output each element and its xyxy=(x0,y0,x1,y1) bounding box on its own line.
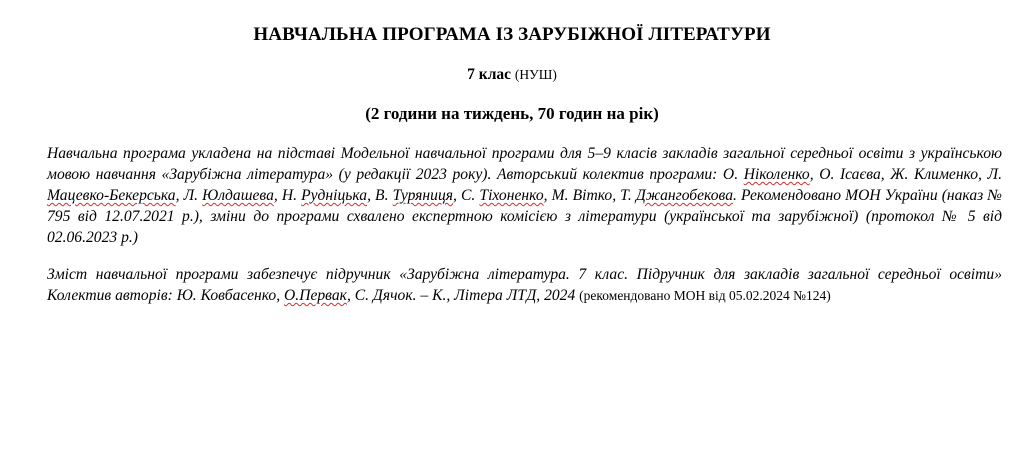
text-segment: , О. Ісаєва, Ж. Клименко, Л. xyxy=(809,166,1002,183)
spellcheck-word: Мацевко-Бекерська xyxy=(47,187,176,204)
spellcheck-word: О.Первак xyxy=(284,287,347,304)
text-segment: , С. xyxy=(453,187,480,204)
spellcheck-word: Юлдашева xyxy=(202,187,274,204)
text-segment: , М. Вітко, Т. xyxy=(543,187,636,204)
text-segment: . Рекомендовано МОН України (наказ № 795 від 12.07.2021 р.), зміни до програми схвалено експертною комісією з літератури (української та зарубіжної) (протокол № 5 від 02.06.2023 р.) xyxy=(47,187,1002,246)
text-segment: Навчальна програма укладена на підставі Модельної навчальної програми для 5–9 класів закладів загальної середньої освіти з українською мовою навчання «Зарубіжна література» (у редакції 2023 року). Авторський колектив програми: О. xyxy=(47,145,1002,183)
textbook-paragraph xyxy=(47,264,1002,306)
hours-line: (2 години на тиждень, 70 годин на рік) xyxy=(365,104,659,123)
grade-label: 7 клас xyxy=(467,66,512,83)
text-segment: , Н. xyxy=(273,187,302,204)
document-title: НАВЧАЛЬНА ПРОГРАМА ІЗ ЗАРУБІЖНОЇ ЛІТЕРАТУРИ xyxy=(253,24,771,45)
spellcheck-word: Туряниця xyxy=(392,187,454,204)
program-basis-paragraph xyxy=(47,143,1002,248)
text-segment: Зміст навчальної програми забезпечує підручник «Зарубіжна література. 7 клас. Підручник для закладів загальної середньої освіти» Колектив авторів: Ю. Ковбасенко, xyxy=(47,266,1002,304)
text-segment: , В. xyxy=(367,187,393,204)
grade-line xyxy=(0,66,1024,84)
recommendation-note: (рекомендовано МОН від 05.02.2024 №124) xyxy=(579,288,831,303)
spellcheck-word: Джангобекова xyxy=(635,187,734,204)
text-segment: , Л. xyxy=(175,187,203,204)
grade-note: (НУШ) xyxy=(514,67,557,82)
spellcheck-word: Ніколенко xyxy=(743,166,810,183)
text-segment: , С. Дячок. – К., Літера ЛТД, 2024 xyxy=(346,287,580,304)
spellcheck-word: Тіхоненко xyxy=(479,187,544,204)
spellcheck-word: Рудніцька xyxy=(301,187,368,204)
